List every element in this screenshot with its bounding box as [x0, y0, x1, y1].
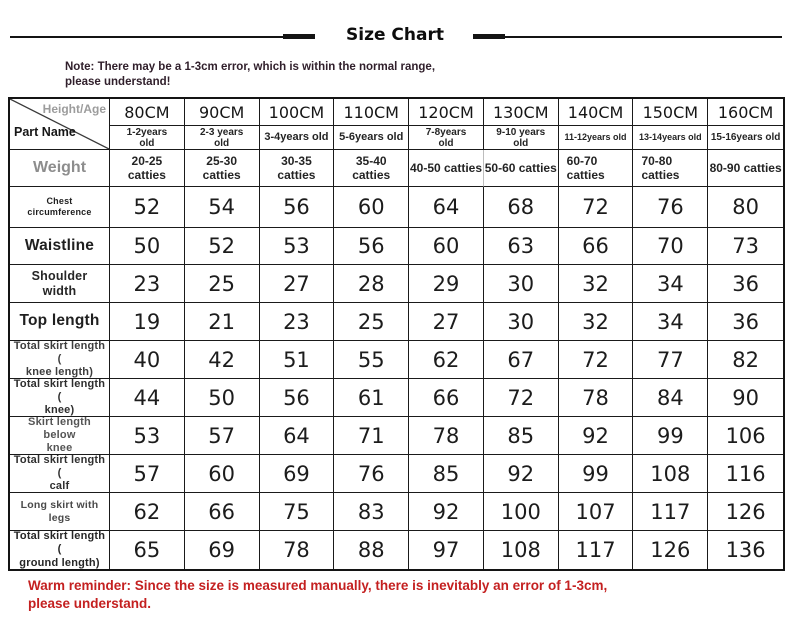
size-value-cell: 56 [260, 379, 335, 417]
age-line: 3-4years old [264, 131, 329, 144]
size-value-cell: 25 [185, 265, 260, 303]
age-line: 7-8years [425, 126, 467, 138]
size-value-cell: 34 [633, 303, 708, 341]
row-label [10, 531, 110, 569]
age-line: 2-3 years [199, 126, 244, 138]
weight-line: catties [641, 168, 680, 182]
size-value-cell: 65 [110, 531, 185, 569]
row-label-line: Total skirt length ( [13, 339, 106, 365]
row-label-line: Shoulder [31, 268, 88, 283]
size-value-cell: 85 [409, 455, 484, 493]
age-cell [708, 126, 783, 150]
size-value-cell: 57 [185, 417, 260, 455]
age-line: 13-14years old [639, 131, 702, 142]
row-label-line: knee length) [25, 366, 94, 379]
size-value-cell: 136 [708, 531, 783, 569]
size-value-cell: 66 [185, 493, 260, 531]
size-value-cell: 99 [559, 455, 634, 493]
weight-line: 25-30 [206, 153, 237, 168]
size-value-cell: 62 [409, 341, 484, 379]
size-value-cell: 108 [633, 455, 708, 493]
size-value-cell: 36 [708, 303, 783, 341]
size-value-cell: 29 [409, 265, 484, 303]
row-label-line: knee) [44, 404, 75, 417]
size-value-cell: 23 [260, 303, 335, 341]
weight-cell [260, 150, 335, 187]
size-value-cell: 75 [260, 493, 335, 531]
size-value-cell: 44 [110, 379, 185, 417]
size-value-cell: 53 [110, 417, 185, 455]
height-header-cell: 100CM [260, 99, 335, 126]
weight-line: catties [566, 168, 605, 182]
age-line: 15-16years old [710, 132, 781, 143]
reminder-line-1: Warm reminder: Since the size is measured manually, there is inevitably an error of 1-3cm, [28, 578, 608, 593]
corner-part-name-label: Part Name [14, 125, 76, 139]
note-line-1: Note: There may be a 1-3cm error, which is within the normal range, [65, 61, 436, 73]
row-label-line: circumference [27, 207, 92, 217]
size-value-cell: 82 [708, 341, 783, 379]
height-header-cell: 120CM [409, 99, 484, 126]
size-value-cell: 78 [260, 531, 335, 569]
size-value-cell: 73 [708, 228, 783, 265]
row-label-line: Long skirt with legs [20, 498, 99, 524]
size-value-cell: 70 [633, 228, 708, 265]
row-label-line: Skirt length below [28, 415, 91, 441]
age-line: 9-10 years [496, 126, 546, 138]
size-value-cell: 106 [708, 417, 783, 455]
row-label-line: Total skirt length ( [13, 453, 106, 479]
size-value-cell: 55 [334, 341, 409, 379]
size-value-cell: 117 [559, 531, 634, 569]
size-value-cell: 21 [185, 303, 260, 341]
weight-line: 60-70 [566, 153, 598, 168]
weight-line: 80-90 catties [709, 160, 782, 175]
size-value-cell: 27 [260, 265, 335, 303]
row-label-line: ground length) [19, 556, 100, 569]
size-value-cell: 60 [334, 187, 409, 228]
weight-line: 70-80 [641, 153, 673, 168]
size-value-cell: 63 [484, 228, 559, 265]
size-value-cell: 71 [334, 417, 409, 455]
size-value-cell: 126 [633, 531, 708, 569]
size-value-cell: 50 [110, 228, 185, 265]
weight-cell [334, 150, 409, 187]
size-value-cell: 23 [110, 265, 185, 303]
size-value-cell: 61 [334, 379, 409, 417]
size-value-cell: 97 [409, 531, 484, 569]
size-value-cell: 51 [260, 341, 335, 379]
height-header-cell: 130CM [484, 99, 559, 126]
size-value-cell: 28 [334, 265, 409, 303]
row-label [10, 455, 110, 493]
size-value-cell: 80 [708, 187, 783, 228]
age-cell [559, 126, 634, 150]
size-value-cell: 57 [110, 455, 185, 493]
corner-cell [10, 99, 110, 150]
size-value-cell: 60 [409, 228, 484, 265]
weight-line: catties [127, 168, 166, 182]
row-label [10, 303, 110, 341]
reminder-line-2: please understand. [28, 596, 152, 611]
height-header-cell: 80CM [110, 99, 185, 126]
size-value-cell: 117 [633, 493, 708, 531]
note-line-2: please understand! [65, 76, 171, 88]
row-label-line: calf [49, 480, 70, 493]
size-value-cell: 76 [334, 455, 409, 493]
weight-line: 35-40 [355, 153, 387, 168]
age-cell [409, 126, 484, 150]
size-value-cell: 68 [484, 187, 559, 228]
size-value-cell: 83 [334, 493, 409, 531]
weight-line: catties [277, 168, 316, 182]
size-value-cell: 42 [185, 341, 260, 379]
height-header-cell: 160CM [708, 99, 783, 126]
row-label [10, 265, 110, 303]
weight-line: 40-50 catties [409, 160, 483, 175]
size-value-cell: 52 [110, 187, 185, 228]
age-line: old [139, 137, 155, 149]
row-label [10, 417, 110, 455]
height-header-cell: 90CM [185, 99, 260, 126]
size-value-cell: 19 [110, 303, 185, 341]
size-value-cell: 84 [633, 379, 708, 417]
size-value-cell: 36 [708, 265, 783, 303]
weight-line: 20-25 [131, 153, 163, 168]
weight-line: catties [352, 168, 391, 182]
size-value-cell: 64 [260, 417, 335, 455]
row-label-line: Waistline [24, 236, 95, 254]
height-header-cell: 110CM [334, 99, 409, 126]
size-value-cell: 64 [409, 187, 484, 228]
size-value-cell: 72 [559, 341, 634, 379]
row-label-line: Top length [19, 312, 100, 330]
age-line: 1-2years [126, 126, 168, 138]
title-rule-right [505, 36, 782, 38]
size-value-cell: 32 [559, 303, 634, 341]
row-label [10, 187, 110, 228]
age-line: old [513, 137, 529, 149]
size-value-cell: 126 [708, 493, 783, 531]
size-value-cell: 100 [484, 493, 559, 531]
size-value-cell: 27 [409, 303, 484, 341]
size-value-cell: 116 [708, 455, 783, 493]
size-value-cell: 77 [633, 341, 708, 379]
size-value-cell: 54 [185, 187, 260, 228]
age-cell [633, 126, 708, 150]
weight-cell [633, 150, 708, 187]
size-value-cell: 56 [260, 187, 335, 228]
size-value-cell: 62 [110, 493, 185, 531]
age-line: old [438, 137, 454, 149]
size-value-cell: 69 [185, 531, 260, 569]
size-value-cell: 34 [633, 265, 708, 303]
page-title: Size Chart [346, 25, 444, 45]
row-label-line: Total skirt length ( [13, 530, 106, 556]
size-value-cell: 107 [559, 493, 634, 531]
weight-cell [185, 150, 260, 187]
height-header-cell: 150CM [633, 99, 708, 126]
size-value-cell: 108 [484, 531, 559, 569]
corner-height-age-label: Height/Age [42, 102, 106, 116]
row-label-line: Total skirt length ( [13, 377, 106, 403]
row-label [10, 228, 110, 265]
weight-cell [409, 150, 484, 187]
size-value-cell: 53 [260, 228, 335, 265]
size-table [8, 97, 785, 571]
size-value-cell: 67 [484, 341, 559, 379]
size-value-cell: 50 [185, 379, 260, 417]
size-value-cell: 72 [559, 187, 634, 228]
size-value-cell: 92 [559, 417, 634, 455]
weight-line: 30-35 [281, 153, 312, 168]
height-header-cell: 140CM [559, 99, 634, 126]
size-value-cell: 92 [409, 493, 484, 531]
title-dash-right [473, 34, 505, 39]
age-cell [185, 126, 260, 150]
size-value-cell: 90 [708, 379, 783, 417]
age-cell [110, 126, 185, 150]
size-value-cell: 76 [633, 187, 708, 228]
size-value-cell: 78 [559, 379, 634, 417]
weight-cell [559, 150, 634, 187]
age-cell [484, 126, 559, 150]
size-value-cell: 56 [334, 228, 409, 265]
row-label-line: knee [46, 442, 73, 455]
age-line: old [214, 137, 230, 149]
weight-cell [110, 150, 185, 187]
size-value-cell: 52 [185, 228, 260, 265]
row-label-line: Chest [46, 196, 73, 207]
size-value-cell: 60 [185, 455, 260, 493]
row-label-line: width [42, 283, 77, 298]
size-value-cell: 99 [633, 417, 708, 455]
note-text [65, 60, 435, 90]
size-value-cell: 40 [110, 341, 185, 379]
size-value-cell: 92 [484, 455, 559, 493]
reminder-text [28, 577, 607, 613]
row-label [10, 379, 110, 417]
size-value-cell: 88 [334, 531, 409, 569]
size-value-cell: 30 [484, 265, 559, 303]
row-label [10, 493, 110, 531]
size-value-cell: 30 [484, 303, 559, 341]
size-value-cell: 25 [334, 303, 409, 341]
weight-cell [484, 150, 559, 187]
weight-row-label: Weight [10, 150, 110, 187]
size-value-cell: 69 [260, 455, 335, 493]
weight-line: catties [202, 168, 241, 182]
size-value-cell: 85 [484, 417, 559, 455]
size-value-cell: 78 [409, 417, 484, 455]
age-cell [260, 126, 335, 150]
age-line: 5-6years old [339, 131, 404, 144]
size-value-cell: 72 [484, 379, 559, 417]
weight-cell [708, 150, 783, 187]
size-value-cell: 32 [559, 265, 634, 303]
weight-line: 50-60 catties [484, 160, 557, 175]
size-value-cell: 66 [559, 228, 634, 265]
size-value-cell: 66 [409, 379, 484, 417]
age-line: 11-12years old [564, 131, 627, 142]
age-cell [334, 126, 409, 150]
row-label [10, 341, 110, 379]
